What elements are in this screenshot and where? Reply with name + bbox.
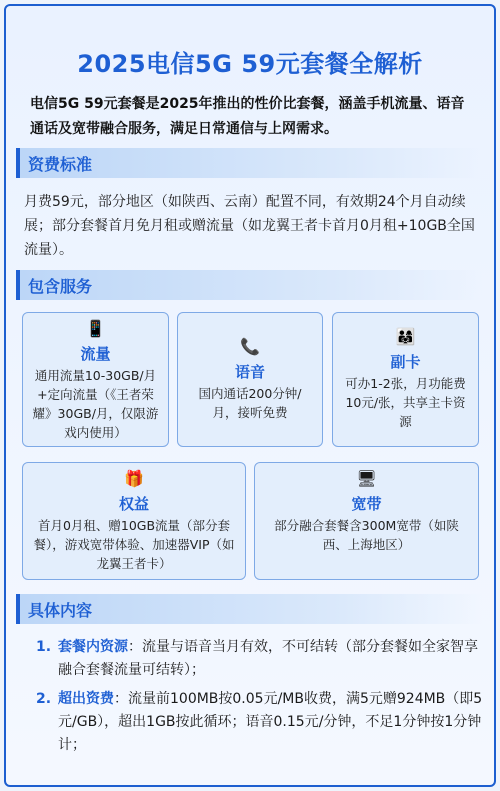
service-card-broadband bbox=[254, 462, 479, 580]
phone-icon: 📱 bbox=[85, 319, 106, 338]
list-item-label: 套餐内资源 bbox=[58, 639, 128, 655]
service-card-subcard bbox=[332, 312, 479, 447]
intro-text: 电信5G 59元套餐是2025年推出的性价比套餐，涵盖手机流量、语音通话及宽带融合服务，满足日常通信与上网需求。 bbox=[30, 96, 465, 137]
service-card-desc: 可办1-2张，月功能费10元/张，共享主卡资源 bbox=[345, 376, 466, 429]
service-card-desc: 部分融合套餐含300M宽带（如陕西、上海地区） bbox=[274, 518, 459, 552]
telephone-icon: 📞 bbox=[240, 337, 260, 356]
list-item bbox=[36, 688, 484, 757]
section-title-details: 具体内容 bbox=[28, 601, 93, 620]
page-title: 2025电信5G 59元套餐全解析 bbox=[77, 50, 423, 78]
service-card-title: 副卡 bbox=[390, 353, 421, 371]
service-card-data bbox=[22, 312, 169, 447]
list-item bbox=[36, 636, 484, 682]
list-item-separator: ： bbox=[128, 639, 142, 655]
service-card-voice bbox=[177, 312, 323, 447]
family-icon: 👨‍👩‍👧 bbox=[395, 327, 416, 346]
service-card-desc: 国内通话200分钟/月，接听免费 bbox=[198, 386, 302, 420]
fees-text: 月费59元，部分地区（如陕西、云南）配置不同，有效期24个月自动续展；部分套餐首月免月租或赠流量（如龙翼王者卡首月0月租+10GB全国流量）。 bbox=[24, 194, 475, 258]
service-card-title: 语音 bbox=[234, 363, 265, 381]
list-item-text: 流量与语音当月有效，不可结转（部分套餐如全家智享融合套餐流量可结转）； bbox=[58, 639, 478, 678]
gift-icon: 🎁 bbox=[124, 469, 144, 488]
service-card-benefits bbox=[22, 462, 246, 580]
service-card-desc: 首月0月租、赠10GB流量（部分套餐），游戏宽带体验、加速器VIP（如龙翼王者卡） bbox=[33, 518, 235, 571]
section-header-fees bbox=[16, 148, 482, 178]
service-card-title: 流量 bbox=[80, 345, 111, 363]
list-item-text: 流量前100MB按0.05元/MB收费，满5元赠924MB（即5元/GB），超出1GB按此循环；语音0.15元/分钟，不足1分钟按1分钟计； bbox=[58, 691, 483, 753]
section-title-services: 包含服务 bbox=[28, 277, 93, 296]
section-header-services bbox=[16, 270, 482, 300]
section-header-details bbox=[16, 594, 482, 624]
section-title-fees: 资费标准 bbox=[28, 155, 93, 174]
list-item-label: 超出资费 bbox=[58, 691, 114, 707]
list-item-number: 1. bbox=[36, 639, 52, 655]
list-item-separator: ： bbox=[114, 691, 128, 707]
service-card-title: 宽带 bbox=[351, 495, 382, 513]
list-item-number: 2. bbox=[36, 691, 52, 707]
service-card-title: 权益 bbox=[118, 495, 149, 513]
service-card-desc: 通用流量10-30GB/月+定向流量（《王者荣耀》30GB/月，仅限游戏内使用） bbox=[32, 368, 159, 440]
computer-icon: 🖥 bbox=[356, 469, 377, 488]
